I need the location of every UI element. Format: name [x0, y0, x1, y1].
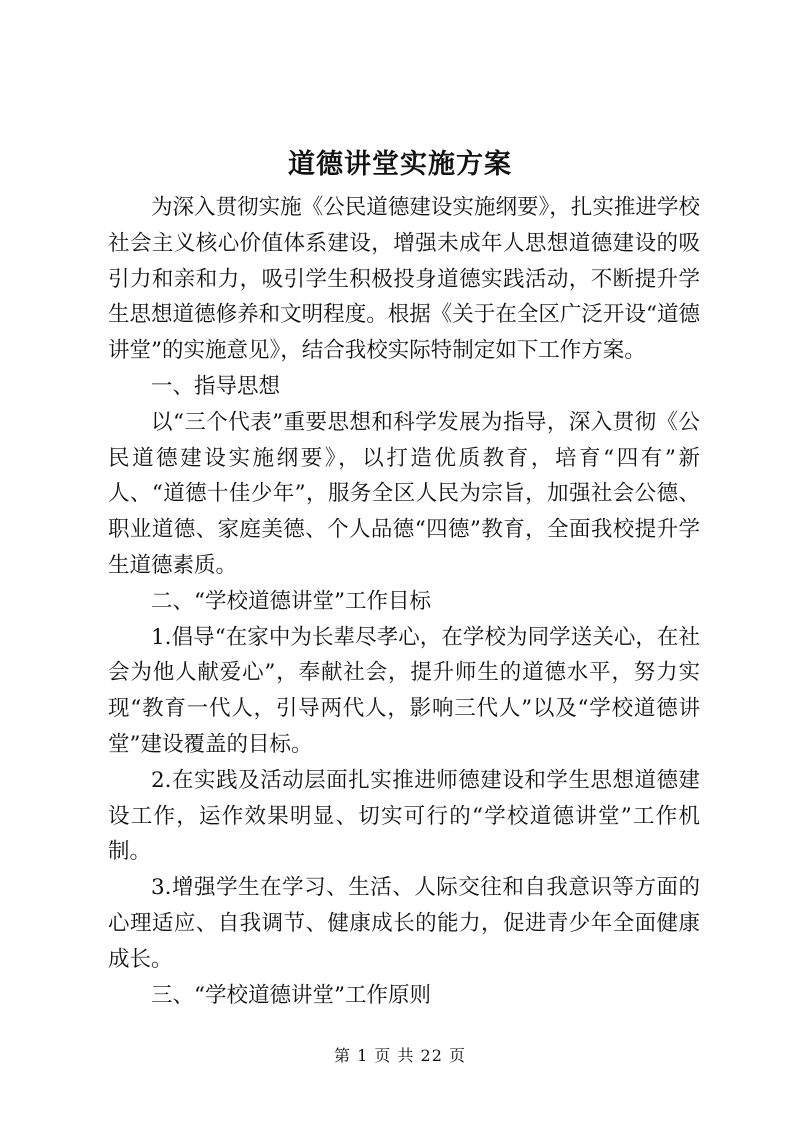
- goal-item-1: 1.倡导“在家中为长辈尽孝心，在学校为同学送关心，在社会为他人献爱心”，奉献社会，提升师生的道德水平，努力实现“教育一代人，引导两代人，影响三代人”以及“学校道德讲堂”建设覆盖的目标。: [108, 624, 700, 757]
- section-heading-work-principles: 三、“学校道德讲堂”工作原则: [151, 982, 431, 1008]
- section-heading-guiding-ideology: 一、指导思想: [151, 373, 281, 399]
- goal-item-3: 3.增强学生在学习、生活、人际交往和自我意识等方面的心理适应、自我调节、健康成长的能力，促进青少年全面健康成长。: [108, 875, 700, 972]
- guiding-ideology-paragraph: 以“三个代表”重要思想和科学发展为指导，深入贯彻《公民道德建设实施纲要》，以打造优质教育，培育“四有”新人、“道德十佳少年”，服务全区人民为宗旨，加强社会公德、职业道德、家庭美德、个人品德“四德”教育，全面我校提升学生道德素质。: [108, 409, 700, 578]
- document-title: 道德讲堂实施方案: [288, 149, 512, 180]
- goal-item-2: 2.在实践及活动层面扎实推进师德建设和学生思想道德建设工作，运作效果明显、切实可行的“学校道德讲堂”工作机制。: [108, 767, 700, 865]
- intro-paragraph: 为深入贯彻实施《公民道德建设实施纲要》，扎实推进学校社会主义核心价值体系建设，增强未成年人思想道德建设的吸引力和亲和力，吸引学生积极投身道德实践活动，不断提升学生思想道德修养和文明程度。根据《关于在全区广泛开设“道德讲堂”的实施意见》，结合我校实际特制定如下工作方案。: [108, 195, 700, 364]
- section-heading-work-goals: 二、“学校道德讲堂”工作目标: [151, 588, 431, 614]
- document-body: [108, 190, 700, 1013]
- page-footer: 第 1 页 共 22 页: [334, 1046, 466, 1065]
